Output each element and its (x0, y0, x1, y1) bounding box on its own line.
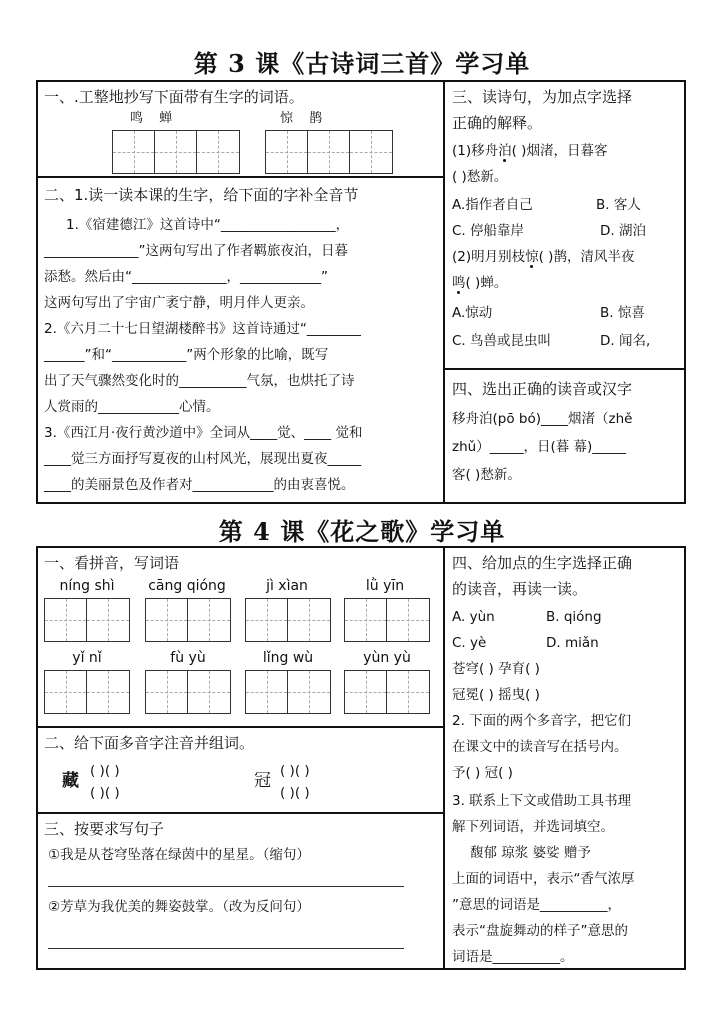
lesson3-divider-h-right (443, 368, 686, 370)
l4-sec4-fill[interactable]: 冠冕( ) 摇曳( ) (452, 687, 540, 703)
l4-pinyin: yùn yù (363, 650, 411, 666)
l4-sec4-q3: 3. 联系上下文或借助工具书理 (452, 793, 632, 809)
l3-sec3-opt: C. 鸟兽或昆虫叫 (452, 333, 552, 349)
lesson3-divider-h-left (36, 176, 444, 178)
l3-sec3-opt: A.惊动 (452, 305, 493, 321)
l4-sec4-opt: C. yè (452, 635, 487, 651)
lesson3-divider-v (443, 80, 445, 504)
l4-sec3-q2: ②芳草为我优美的舞姿鼓掌。（改为反问句） (48, 899, 310, 915)
l3-sec2-heading: 二、1.读一读本课的生字，给下面的字补全音节 (44, 186, 359, 204)
l4-sec4-tail: ”意思的词语是__________， (452, 897, 621, 913)
l3-sec2-line: ______”和“___________”两个形象的比喻，既写 (44, 347, 329, 363)
l4-writing-grid[interactable] (44, 670, 130, 714)
l4-pinyin: jì xìan (266, 578, 308, 594)
l4-sec4-heading: 四、给加点的生字选择正确 (452, 554, 633, 572)
l3-sec3-heading: 正确的解释。 (452, 114, 543, 132)
l4-sec3-q1: ①我是从苍穹坠落在绿茵中的星星。（缩句） (48, 847, 310, 863)
l4-sec4-opt: B. qióng (546, 609, 602, 625)
l4-pinyin: fù yù (170, 650, 206, 666)
l3-sec4-line: zhǔ）_____，日(暮 幕)_____ (452, 439, 627, 455)
l3-word-jingque: 惊 鹊 (280, 111, 329, 126)
lesson4-title: 第 4 课《花之歌》学习单 (218, 517, 506, 546)
l4-sec4-q2: 2. 下面的两个多音字，把它们 (452, 713, 632, 729)
l3-sec3-opt: B. 客人 (596, 197, 641, 213)
l4-polyphone-cang: 藏 (62, 771, 79, 791)
lesson3-title: 第 3 课《古诗词三首》学习单 (193, 49, 531, 78)
l3-sec2-line: 添愁。然后由“______________，____________” (44, 269, 328, 285)
l4-writing-grid[interactable] (245, 670, 331, 714)
l3-sec2-line: ____的美丽景色及作者对____________的由衷喜悦。 (44, 477, 355, 493)
l4-writing-grid[interactable] (344, 670, 430, 714)
l3-sec2-line: ______________”这两句写出了作者羁旅夜泊，日暮 (44, 243, 348, 259)
l3-sec4-heading: 四、选出正确的读音或汉字 (452, 380, 633, 398)
l4-writing-grid[interactable] (44, 598, 130, 642)
l4-pinyin: lǜ yīn (365, 578, 405, 594)
l4-writing-grid[interactable] (245, 598, 331, 642)
l4-writing-grid[interactable] (145, 670, 231, 714)
l3-sec3-q2-line2: 鸣( )蝉。 (452, 275, 508, 291)
l4-pair[interactable]: ( )( ) (90, 763, 120, 779)
l3-sec2-line: 人赏雨的____________心情。 (44, 399, 220, 415)
lesson4-divider-v (443, 546, 445, 970)
l3-sec3-opt: C. 停船靠岸 (452, 223, 525, 239)
l4-writing-grid[interactable] (344, 598, 430, 642)
l4-sec4-q3: 解下列词语，并选词填空。 (452, 819, 614, 835)
answer-line[interactable] (48, 948, 404, 949)
l3-writing-grid-2[interactable] (265, 130, 393, 174)
l3-sec2-line: 出了天气骤然变化时的__________气氛，也烘托了诗 (44, 373, 355, 389)
l4-pair[interactable]: ( )( ) (90, 785, 120, 801)
l4-pair[interactable]: ( )( ) (280, 763, 310, 779)
l3-writing-grid-1[interactable] (112, 130, 240, 174)
l4-sec4-tail: 词语是__________。 (452, 949, 574, 965)
l3-sec3-opt: D. 湖泊 (600, 223, 646, 239)
l3-sec3-q1-line2: ( )愁新。 (452, 169, 508, 185)
l4-sec4-opt: D. miǎn (546, 635, 599, 651)
l4-sec4-q2: 在课文中的读音写在括号内。 (452, 739, 628, 755)
l4-sec2-heading: 二、给下面多音字注音并组词。 (44, 734, 255, 752)
l4-sec1-heading: 一、看拼音，写词语 (44, 554, 180, 572)
answer-line[interactable] (48, 886, 404, 887)
l4-pinyin: níng shì (59, 578, 115, 594)
l3-sec3-q1: (1)移舟泊( )烟渚，日暮客 (452, 143, 608, 159)
l3-sec2-line: 2.《六月二十七日望湖楼醉书》这首诗通过“________ (44, 321, 361, 337)
l3-sec2-line: 这两句写出了宇宙广袤宁静，明月伴人更亲。 (44, 295, 314, 311)
l4-sec4-opt: A. yùn (452, 609, 495, 625)
l3-sec1-heading: 一、.工整地抄写下面带有生字的词语。 (44, 88, 304, 106)
l4-pinyin: cāng qióng (148, 578, 226, 594)
l3-sec3-opt: A.指作者自己 (452, 197, 533, 213)
lesson4-divider-h1 (36, 726, 444, 728)
l3-sec3-q2: (2)明月别枝惊( )鹊，清风半夜 (452, 249, 635, 265)
l3-sec2-line: 1.《宿建德江》这首诗中“_________________， (66, 217, 350, 233)
l4-sec4-heading: 的读音，再读一读。 (452, 580, 588, 598)
l4-sec4-fill[interactable]: 苍穹( ) 孕育( ) (452, 661, 540, 677)
l4-pair[interactable]: ( )( ) (280, 785, 310, 801)
l3-sec4-line: 客( )愁新。 (452, 467, 521, 483)
l3-sec2-line: 3.《西江月·夜行黄沙道中》全词从____觉、____ 觉和 (44, 425, 363, 441)
l4-pinyin: yǐ nǐ (72, 650, 102, 666)
l4-sec4-words: 馥郁 琼浆 婆娑 赠予 (470, 845, 591, 861)
lesson4-divider-h2 (36, 812, 444, 814)
l4-polyphone-guan: 冠 (254, 771, 271, 791)
l3-sec3-opt: B. 惊喜 (600, 305, 645, 321)
l3-word-mingchan: 鸣 蝉 (130, 111, 179, 126)
l4-pinyin: lǐng wù (262, 650, 314, 666)
l4-sec4-tail: 表示“盘旋舞动的样子”意思的 (452, 923, 628, 939)
l4-sec4-q2-fill[interactable]: 予( ) 冠( ) (452, 765, 513, 781)
l4-sec3-heading: 三、按要求写句子 (44, 820, 165, 838)
l4-sec4-tail: 上面的词语中，表示“香气浓厚 (452, 871, 635, 887)
l3-sec4-line: 移舟泊(pō bó)____烟渚（zhě (452, 411, 633, 427)
l3-sec3-opt: D. 闻名, (600, 333, 651, 349)
l4-writing-grid[interactable] (145, 598, 231, 642)
l3-sec2-line: ____觉三方面抒写夏夜的山村风光，展现出夏夜_____ (44, 451, 362, 467)
l3-sec3-heading: 三、读诗句，为加点字选择 (452, 88, 633, 106)
